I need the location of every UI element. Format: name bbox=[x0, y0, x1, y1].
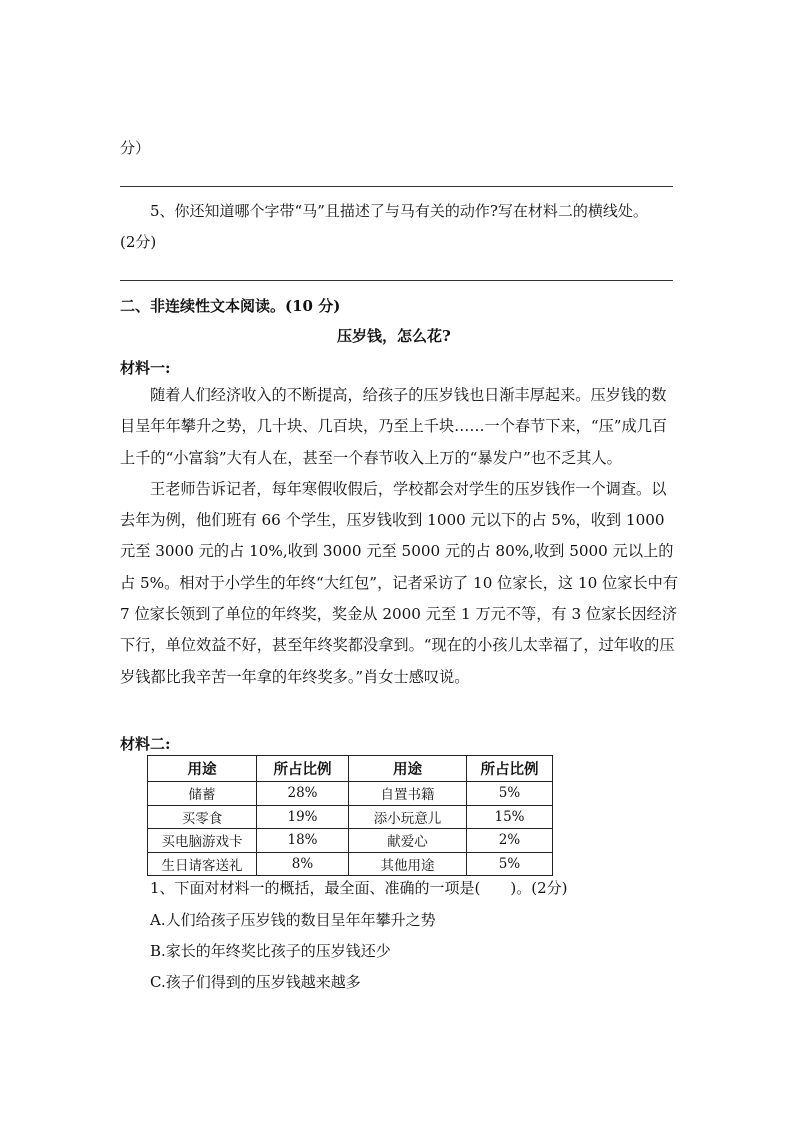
answer-line-2 bbox=[120, 280, 673, 281]
table-header-cell: 所占比例 bbox=[467, 756, 553, 782]
material-1-label: 材料一: bbox=[120, 359, 171, 377]
question-1-option-c: C.孩子们得到的压岁钱越来越多 bbox=[150, 973, 361, 991]
table-cell: 15% bbox=[467, 805, 553, 829]
table-row bbox=[148, 782, 553, 806]
table-cell: 自置书籍 bbox=[349, 782, 467, 806]
table-cell: 买电脑游戏卡 bbox=[148, 829, 257, 853]
usage-table bbox=[147, 755, 553, 876]
material-1-paragraph-2: 王老师告诉记者，每年寒假收假后，学校都会对学生的压岁钱作一个调查。以去年为例，他们班有 66 个学生，压岁钱收到 1000 元以下的占 5%，收到 1000 元至 3000 元的占 10%,收到 3000 元至 5000 元的占 80%,收到 5000 元以上的占 5%。相对于小学生的年终“大红包”，记者采访了 10 位家长，这 10 位家长中有 7 位家长领到了单位的年终奖，奖金从 2000 元至 1 万元不等，有 3 位家长因经济下行，单位效益不好，甚至年终奖都没拿到。“现在的小孩儿太幸福了，过年收的压岁钱都比我辛苦一年拿的年终奖多。”肖女士感叹说。 bbox=[120, 479, 679, 686]
table-cell: 8% bbox=[257, 852, 349, 876]
question-1-option-b: B.家长的年终奖比孩子的压岁钱还少 bbox=[150, 942, 391, 960]
table-cell: 2% bbox=[467, 829, 553, 853]
question-1-option-a: A.人们给孩子压岁钱的数目呈年年攀升之势 bbox=[150, 911, 436, 929]
table-cell: 19% bbox=[257, 805, 349, 829]
table-cell: 储蓄 bbox=[148, 782, 257, 806]
answer-line-1 bbox=[120, 186, 673, 187]
table-cell: 18% bbox=[257, 829, 349, 853]
table-cell: 生日请客送礼 bbox=[148, 852, 257, 876]
table-cell: 献爱心 bbox=[349, 829, 467, 853]
table-header-cell: 用途 bbox=[349, 756, 467, 782]
table-cell: 买零食 bbox=[148, 805, 257, 829]
table-cell: 28% bbox=[257, 782, 349, 806]
table-header-row bbox=[148, 756, 553, 782]
question-5-points: (2分) bbox=[120, 233, 157, 251]
table-cell: 5% bbox=[467, 782, 553, 806]
table-cell: 添小玩意儿 bbox=[349, 805, 467, 829]
table-row bbox=[148, 852, 553, 876]
table-header-cell: 用途 bbox=[148, 756, 257, 782]
answer-fragment: 分） bbox=[120, 139, 151, 157]
table-row bbox=[148, 829, 553, 853]
article-title: 压岁钱，怎么花? bbox=[337, 327, 451, 345]
material-1-body bbox=[120, 380, 680, 693]
table-row bbox=[148, 805, 553, 829]
table-cell: 其他用途 bbox=[349, 852, 467, 876]
question-5-text: 5、你还知道哪个字带“马”且描述了与马有关的动作?写在材料二的横线处。 bbox=[150, 202, 648, 220]
material-2-label: 材料二: bbox=[120, 735, 171, 753]
material-1-paragraph-1: 随着人们经济收入的不断提高，给孩子的压岁钱也日渐丰厚起来。压岁钱的数目呈年年攀升之势，几十块、几百块，乃至上千块……一个春节下来，“压”成几百上千的“小富翁”大有人在，甚至一个春节收入上万的“暴发户”也不乏其人。 bbox=[120, 386, 668, 467]
section-heading: 二、非连续性文本阅读。(10 分) bbox=[120, 297, 341, 315]
table-cell: 5% bbox=[467, 852, 553, 876]
question-1-stem: 1、下面对材料一的概括，最全面、准确的一项是( )。(2分) bbox=[150, 879, 568, 897]
table-header-cell: 所占比例 bbox=[257, 756, 349, 782]
